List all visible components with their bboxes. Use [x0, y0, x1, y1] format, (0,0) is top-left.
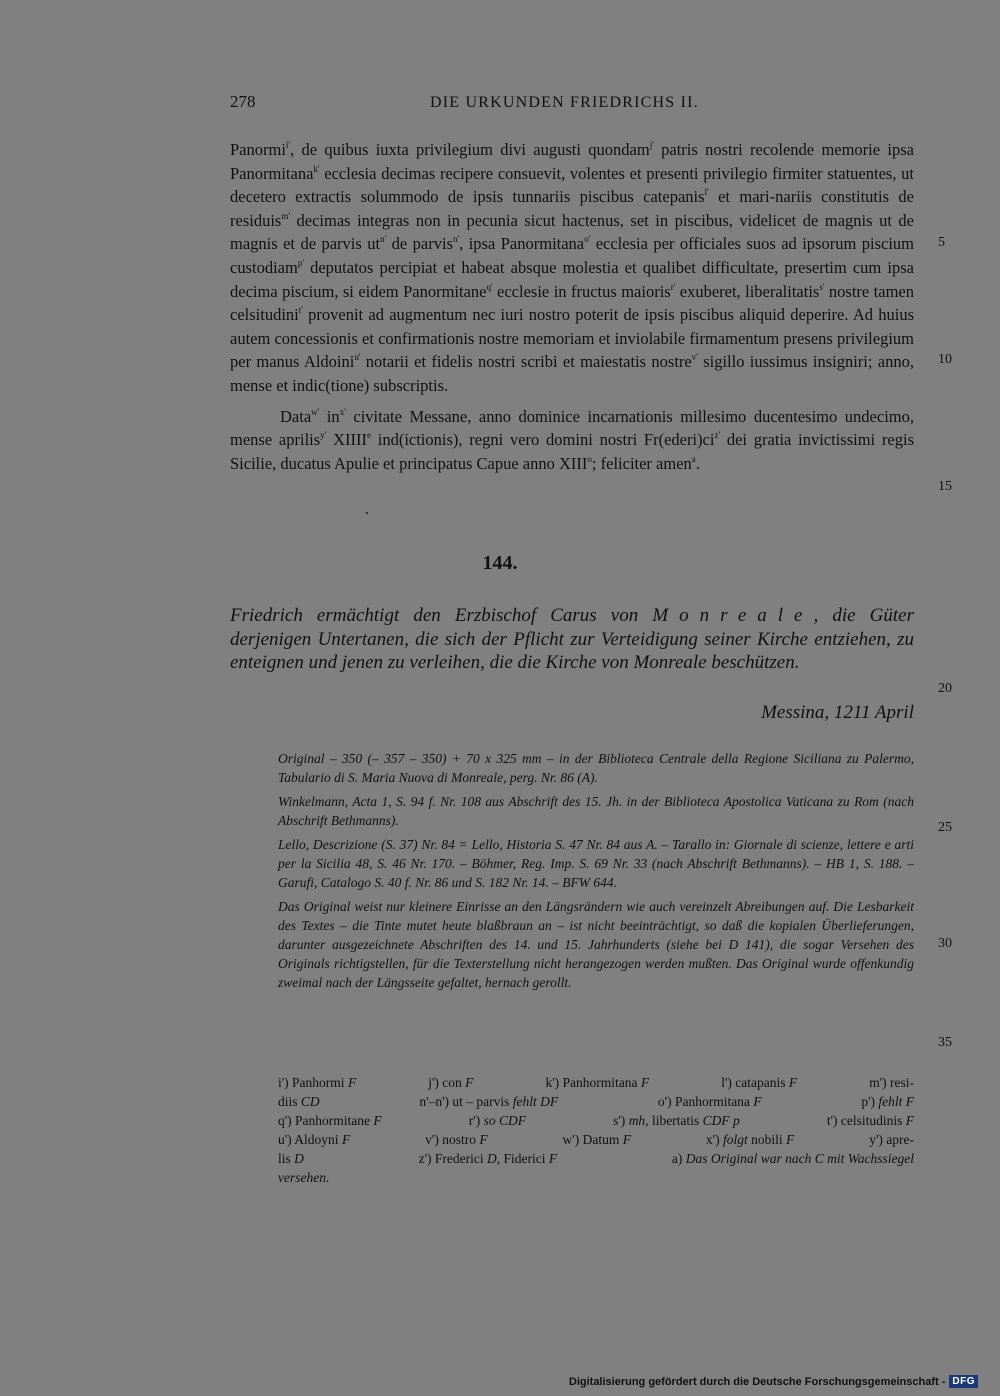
charter-paragraph [230, 138, 914, 398]
place-date: Messina, 1211 April [761, 702, 914, 723]
apparatus-witness: folgt [719, 1132, 748, 1147]
speck [366, 512, 368, 514]
text-run: nostre tamen celsitudini [230, 281, 914, 325]
footnote-mark: z' [714, 430, 721, 441]
footnote-mark: m' [281, 210, 290, 221]
text-run: XIIII [326, 430, 367, 450]
apparatus-entry: r') [468, 1113, 481, 1128]
charter-text [230, 138, 914, 475]
text-run: , ipsa Panormitana [459, 234, 585, 254]
apparatus-entry: j') con [428, 1075, 462, 1090]
text-run: in fructus maioris [553, 281, 671, 301]
text-run: . [695, 453, 700, 473]
text-run: et mari- [708, 187, 776, 207]
apparatus-entry: x') [705, 1132, 720, 1147]
apparatus-witness: mh, [625, 1113, 649, 1128]
apparatus-entry: z') Frederici [418, 1151, 484, 1166]
regest-text: Friedrich ermächtigt den Erzbischof Carus von [230, 605, 653, 626]
text-run: statuentes, ut decetero extractis solummodo de ipsis tunnariis piscibus catepanis [230, 163, 915, 207]
footnote-mark: w' [311, 406, 320, 417]
footnote-mark: n' [453, 234, 460, 245]
apparatus-witness: F [461, 1075, 474, 1090]
text-run: Data [280, 406, 312, 426]
running-title: DIE URKUNDEN FRIEDRICHS II. [430, 94, 699, 111]
text-run: notarii et fidelis nostri scribi et maiestatis nostre [360, 352, 692, 372]
line-number: 35 [938, 1035, 952, 1050]
text-run: exuberet, liberalitatis [675, 281, 820, 301]
note-edition: Winkelmann, Acta 1, S. 94 f. Nr. 108 aus Abschrift des 15. Jh. in der Biblioteca Apostolica Vaticana zu Rom (nach Abschrift Bethmanns). [278, 794, 914, 828]
text-run: et qualibet difficultate, presertim cum ipsa decima piscium, si eidem Panormitane [230, 257, 915, 301]
footnote-mark: o [587, 453, 592, 464]
funding-footer [569, 1375, 978, 1388]
note-original: Original – 350 (– 357 – 350) + 70 x 325 mm – in der Biblioteca Centrale della Regione Siciliana zu Palermo, Tabulario di S. Maria Nuova di Monreale, perg. Nr. 86 (A). [278, 751, 914, 785]
apparatus-witness: CD [297, 1094, 320, 1109]
apparatus-witness: F [475, 1132, 488, 1147]
footnote-mark: k' [313, 163, 320, 174]
regest-place: Monreale [652, 605, 814, 626]
text-run: confirmationis nostre memoriam et inviolabile firmamentum presens privilegium per manus [230, 328, 914, 372]
text-run: officiales suos ad ipsorum piscium custodiam [230, 234, 915, 277]
text-run: sigillo iussimus insigniri; anno, [697, 352, 914, 372]
text-run: patris nostri recolende memorie [653, 140, 881, 159]
footnote-mark: i' [285, 140, 291, 150]
footnote-mark: v' [691, 352, 698, 363]
apparatus-witness: fehlt DF [509, 1094, 559, 1109]
apparatus-witness: fehlt F [875, 1094, 914, 1109]
preliminary-notes [278, 749, 914, 997]
apparatus-entry: l') catapanis [721, 1075, 786, 1090]
footnote-mark: x' [339, 406, 346, 417]
text-run: , de quibus iuxta privilegium divi augusti quondam [290, 140, 650, 159]
note-literature: Lello, Descrizione (S. 37) Nr. 84 = Lello, Historia S. 47 Nr. 84 aus A. – Tarallo in: Giornale di scienze, lettere e arti per la Sicilia 48, S. 46 Nr. 170. – Böhmer, Reg. Imp. S. 69 Nr. 33 (nach Abschrift Bethmanns). – HB 1, S. 188. – Garufi, Catalogo S. 40 f. Nr. 86 und S. 182 Nr. 14. – BFW 644. [278, 837, 914, 890]
apparatus-witness: F [785, 1075, 798, 1090]
text-run: Panormi [230, 140, 286, 159]
text-run: nariis constitutis de residuis [230, 187, 914, 230]
apparatus-row [278, 1092, 914, 1111]
footnote-mark: q' [486, 281, 493, 292]
apparatus-entry: n'–n') ut – parvis [419, 1094, 510, 1109]
text-run: Aldoini [303, 352, 355, 372]
apparatus-entry: lis [278, 1151, 291, 1166]
apparatus-entry: a) [671, 1151, 683, 1166]
note-description: Das Original weist nur kleinere Einrisse an den Längsrändern wie auch vereinzelt Abreibungen auf. Die Lesbarkeit des Textes – die Tinte mutet heute blaßbraun an – ist nicht beeinträchtigt, so daß die kopialen Überlieferungen, darunter ausgezeichnete Abschriften des 14. und 15. Jahrhunderts (siehe bei D 141), die sogar Versehen des Originals richtigstellen, für die Texterstellung nicht herangezogen werden mußten. Das Original wurde offenkundig zweimal nach der Längsseite gefaltet, hernach gerollt. [278, 899, 914, 990]
dfg-logo: DFG [949, 1375, 978, 1388]
apparatus-witness: F [545, 1151, 558, 1166]
text-run: nec iuri nostro poterit de ipsis piscibus aliquid deperire. Ad huius autem concessionis et [230, 305, 914, 348]
regest [230, 604, 914, 675]
apparatus-row [278, 1168, 914, 1187]
text-run: in [319, 406, 340, 426]
text-run: ecclesie [492, 281, 550, 301]
apparatus-entry: u') Aldoyni [278, 1132, 339, 1147]
apparatus-entry: t') celsitudinis [826, 1113, 903, 1128]
apparatus-entry: m') resi- [869, 1075, 914, 1090]
footnote-mark: e [366, 430, 371, 441]
text-run: provenit ad augmentum [302, 305, 468, 325]
apparatus-entry: v') nostro [425, 1132, 476, 1147]
line-number: 20 [938, 681, 952, 696]
line-number: 30 [938, 936, 952, 951]
text-run: dei gratia [720, 430, 792, 450]
document-number: 144. [482, 552, 518, 574]
footnote-mark: j' [649, 140, 654, 150]
apparatus-entry: w') Datum [562, 1132, 620, 1147]
apparatus-row [278, 1149, 914, 1168]
line-number: 10 [938, 352, 952, 367]
apparatus-entry: y') apre- [869, 1132, 914, 1147]
page-number: 278 [230, 92, 256, 111]
apparatus-witness: F [637, 1075, 650, 1090]
apparatus-entry: Fiderici [500, 1151, 546, 1166]
text-run: ind(ictionis), regni vero domini nostri Fr(ederi)ci [370, 430, 715, 450]
apparatus-entry: nobili [747, 1132, 783, 1147]
line-number: 25 [938, 820, 952, 835]
text-run: ecclesia per [590, 234, 675, 254]
footnote-mark: s' [819, 281, 825, 292]
line-number: 15 [938, 479, 952, 494]
apparatus-witness: CDF p [699, 1113, 740, 1128]
apparatus-witness: F [902, 1113, 914, 1128]
footnote-mark: y' [320, 430, 327, 441]
apparatus-witness: F [344, 1075, 357, 1090]
footnote-mark: r' [670, 281, 676, 292]
text-run: de parvis [386, 234, 454, 254]
apparatus-entry: k') Panhormitana [545, 1075, 638, 1090]
footnote-mark: o' [584, 234, 591, 245]
apparatus-entry: q') Panhormitane [278, 1113, 371, 1128]
text-run: deputatos percipiat et habeat absque molestia [303, 257, 619, 277]
apparatus-entry: i') Panhormi [278, 1075, 345, 1090]
apparatus-witness: D, [483, 1151, 501, 1166]
regest-text: , die Güter derjenigen Untertanen, die sich der Pflicht zur Verteidigung seiner Kirche entziehen, zu enteignen und jenen zu verleihen, die die Kirche von Monreale beschützen. [230, 605, 914, 674]
funding-note: Digitalisierung gefördert durch die Deutsche Forschungsgemeinschaft - [568, 1375, 946, 1388]
apparatus-witness: Das Original war nach C mit Wachssiegel [682, 1151, 914, 1166]
footnote-mark: l' [704, 187, 709, 198]
text-run: ecclesia decimas recipere consuevit, volentes et presenti privilegio firmiter [319, 163, 823, 183]
footnote-mark: n' [380, 234, 387, 245]
text-run: invictissimi regis Sicilie, ducatus Apulie et principatus Capue anno XIII [230, 430, 914, 473]
apparatus-entry: p') [861, 1094, 875, 1109]
text-run: undecimo, mense aprilis [230, 406, 914, 450]
footnote-mark: u' [354, 352, 361, 363]
critical-apparatus [278, 1073, 914, 1187]
apparatus-witness: versehen. [278, 1170, 330, 1185]
text-run: ; feliciter amen [591, 453, 692, 473]
dating-paragraph [230, 405, 914, 476]
apparatus-witness: F [782, 1132, 795, 1147]
apparatus-row [278, 1073, 914, 1092]
apparatus-witness: F [370, 1113, 382, 1128]
apparatus-entry: diis [278, 1094, 298, 1109]
apparatus-witness: F [338, 1132, 351, 1147]
apparatus-witness: F [749, 1094, 762, 1109]
text-run: civitate Messane, anno dominice incarnationis millesimo ducentesimo [345, 406, 838, 426]
text-run: decimas integras non in pecunia sicut hactenus, set in piscibus, [289, 210, 733, 230]
apparatus-entry: s') [613, 1113, 626, 1128]
footnote-mark: a [691, 453, 696, 464]
text-run: mense et indic(tione) subscriptis. [230, 375, 449, 395]
apparatus-row [278, 1130, 914, 1149]
footnote-mark: t' [298, 305, 303, 316]
apparatus-entry: libertatis [648, 1113, 700, 1128]
text-run: videlicet de magnis ut de magnis et de parvis ut [230, 210, 915, 254]
text-run: ipsa Panormitana [230, 140, 915, 183]
apparatus-entry: o') Panhormitana [657, 1094, 750, 1109]
line-number: 5 [938, 235, 945, 250]
apparatus-witness: so CDF [480, 1113, 526, 1128]
footnote-mark: p' [297, 257, 304, 268]
apparatus-witness: F [619, 1132, 631, 1147]
apparatus-row [278, 1111, 914, 1130]
apparatus-witness: D [290, 1151, 304, 1166]
